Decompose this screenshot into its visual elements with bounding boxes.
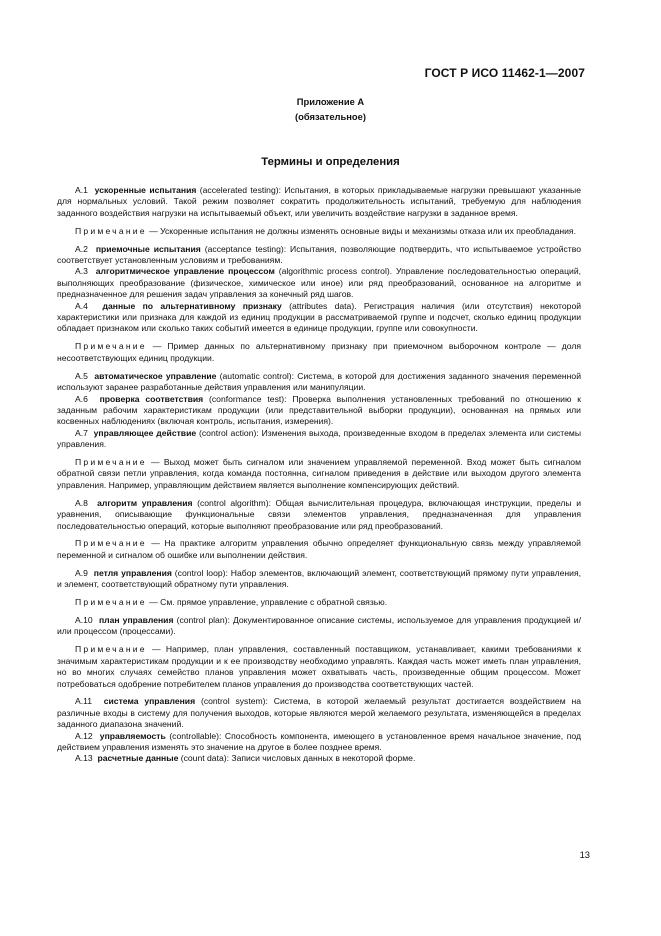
note-label: Примечание (75, 538, 147, 549)
standard-code: ГОСТ Р ИСО 11462-1—2007 (424, 66, 585, 80)
entry-number: А.3 (75, 266, 88, 277)
definition-entry (57, 266, 581, 300)
note-label: Примечание (75, 457, 147, 468)
entry-number: А.6 (75, 393, 88, 404)
entry-term: ускоренные испытания (94, 185, 197, 195)
definition-entry (57, 615, 581, 638)
note-entry (57, 597, 581, 608)
definitions-body (57, 185, 581, 765)
entry-number: А.11 (75, 696, 93, 707)
entry-term: проверка соответствия (99, 393, 204, 404)
definition-entry (57, 371, 581, 394)
entry-text: (controllable): Способность компонента, имеющего в установленное время начальное значение, под действием управления изменять это значение на другое в более позднее время. (57, 730, 581, 753)
entry-text: (control loop): Набор элементов, включающий элемент, соответствующий прямому пути управления, и элемент, соответствующий обратному пути управления. (57, 567, 581, 590)
note-text: — См. прямое управление, управление с обратной связью. (146, 597, 388, 608)
definition-entry (57, 185, 581, 219)
entry-number: А.9 (75, 567, 88, 578)
note-entry (57, 538, 581, 561)
entry-term: алгоритм управления (97, 497, 193, 508)
note-label: Примечание (75, 341, 147, 352)
entry-text: (control algorithm): Общая вычислительная процедура, включающая инструкции, пределы и уравнения, описывающие функциональные связи элементов управления, предназначенная для управления последовательностью операций, которые выполняют преобразование или ряд преобразований. (57, 497, 581, 531)
definition-entry (57, 301, 581, 335)
entry-text: (algorithmic process control). Управление последовательностью операций, выполняющих преобразование (физическое, химическое или иное) или ряд преобразований, основанное на алгоритме и предназначенное для решения задач управления за конечный ряд шагов. (57, 266, 582, 300)
entry-term: петля управления (93, 567, 172, 578)
entry-text: (acceptance testing): Испытания, позволяющие подтвердить, что испытываемое устройство соответствует установленным условиям и требованиям. (57, 243, 581, 266)
entry-text: (attributes data). Регистрация наличия (или отсутствия) некоторой характеристики или признака для каждой из единиц продукции в рассматриваемой группе и подсчет, сколько единиц продукции обладает признаком или сколько таких событий имеется в единице продукции, группе или совокупности. (57, 300, 582, 334)
entry-text: (count data): Записи числовых данных в некоторой форме. (178, 753, 416, 764)
definition-entry (57, 394, 581, 428)
appendix-label: Приложение А (296, 96, 365, 107)
entry-number: А.4 (75, 300, 88, 311)
entry-term: данные по альтернативному признаку (102, 300, 282, 311)
note-label: Примечание (75, 597, 147, 608)
note-entry (57, 457, 581, 491)
definition-entry (57, 498, 581, 532)
note-text: — Выход может быть сигналом или значением управляемой переменной. Вход может быть сигналом обратной связи петли управления, когда команда постоянна, сигналом приведения в действие или выходом другого элемента управления. Например, управляющим действием является выполнение компенсирующих действий. (57, 457, 581, 490)
entry-number: А.8 (75, 497, 88, 508)
entry-number: А.2 (75, 243, 88, 254)
entry-number: А.7 (75, 427, 88, 438)
page-number: 13 (579, 849, 590, 860)
entry-term: автоматическое управление (94, 370, 217, 381)
entry-text: (control action): Изменения выхода, произведенные входом в пределах элемента или системы управления. (57, 427, 581, 450)
entry-term: алгоритмическое управление процессом (95, 266, 275, 277)
entry-text: (conformance test): Проверка выполнения установленных требований по отношению к заданным рабочим характеристикам продукции (или представительной выборки продукции), основанная на прямых или косвенных наблюдениях (включая контроль, испытания, измерения). (57, 393, 581, 427)
definition-entry (57, 568, 581, 591)
note-text: — На практике алгоритм управления обычно определяет функциональную связь между управляемой переменной и сигналом об ошибке или выполнении действия. (57, 538, 581, 560)
entry-term: план управления (98, 615, 174, 625)
note-entry (57, 341, 581, 364)
entry-number: А.13 (75, 753, 93, 764)
entry-text: (accelerated testing): Испытания, в которых прикладываемые нагрузки превышают указанные для нормальных условий. Такой режим позволяет сократить продолжительность испытаний, требуемую для наблюдения заданного воздействия нагрузки на испытываемый объект, или увеличить воздействие нагрузки в заданное время. (57, 185, 581, 218)
note-label: Примечание (75, 225, 147, 236)
note-text: — Ускоренные испытания не должны изменять основные виды и механизмы отказа или их преобладания. (146, 225, 576, 236)
entry-term: управляющее действие (93, 427, 197, 438)
entry-term: система управления (103, 696, 196, 707)
note-label: Примечание (75, 644, 147, 655)
entry-text: (automatic control): Система, в которой для достижения заданного значения переменной используют заранее разработанные действия управления или манипуляции. (57, 370, 581, 393)
note-text: — Например, план управления, составленный поставщиком, устанавливает, какими требованиями к значимым характеристикам продукции и к ее производству необходимо управлять. Каждая часть может иметь план управления, но во многих случаях семейство планов управления может охватывать часть, произведенные общим процессом. Может потребоваться одобрение потребителем планов управления до производства соответствующих частей. (57, 644, 581, 689)
entry-text: (control plan): Документированное описание системы, используемое для управления продукцией и/или процессом (процессами). (57, 615, 581, 637)
entry-number: А.12 (75, 730, 93, 741)
definition-entry (57, 428, 581, 451)
entry-number: А.10 (75, 615, 93, 625)
definition-entry (57, 753, 581, 764)
note-entry (57, 644, 581, 690)
section-title: Термины и определения (261, 156, 400, 168)
entry-number: А.5 (75, 370, 88, 381)
entry-term: приемочные испытания (95, 243, 201, 254)
definition-entry (57, 731, 581, 754)
appendix-heading (0, 94, 661, 124)
definition-entry (57, 696, 581, 730)
note-text: — Пример данных по альтернативному признаку при приемочном выборочном контроле — доля несоответствующих единиц продукции. (57, 341, 581, 363)
entry-number: А.1 (75, 185, 88, 195)
entry-term: управляемость (99, 730, 166, 741)
entry-text: (control system): Система, в которой желаемый результат достигается воздействием на различные входы в систему для получения выходов, которые являются мерой желаемого результата, изменяющейся в пределах заданного диапазона значений. (57, 696, 581, 730)
note-entry (57, 226, 581, 237)
entry-term: расчетные данные (97, 753, 179, 764)
appendix-status: (обязательное) (295, 111, 366, 122)
definition-entry (57, 244, 581, 267)
